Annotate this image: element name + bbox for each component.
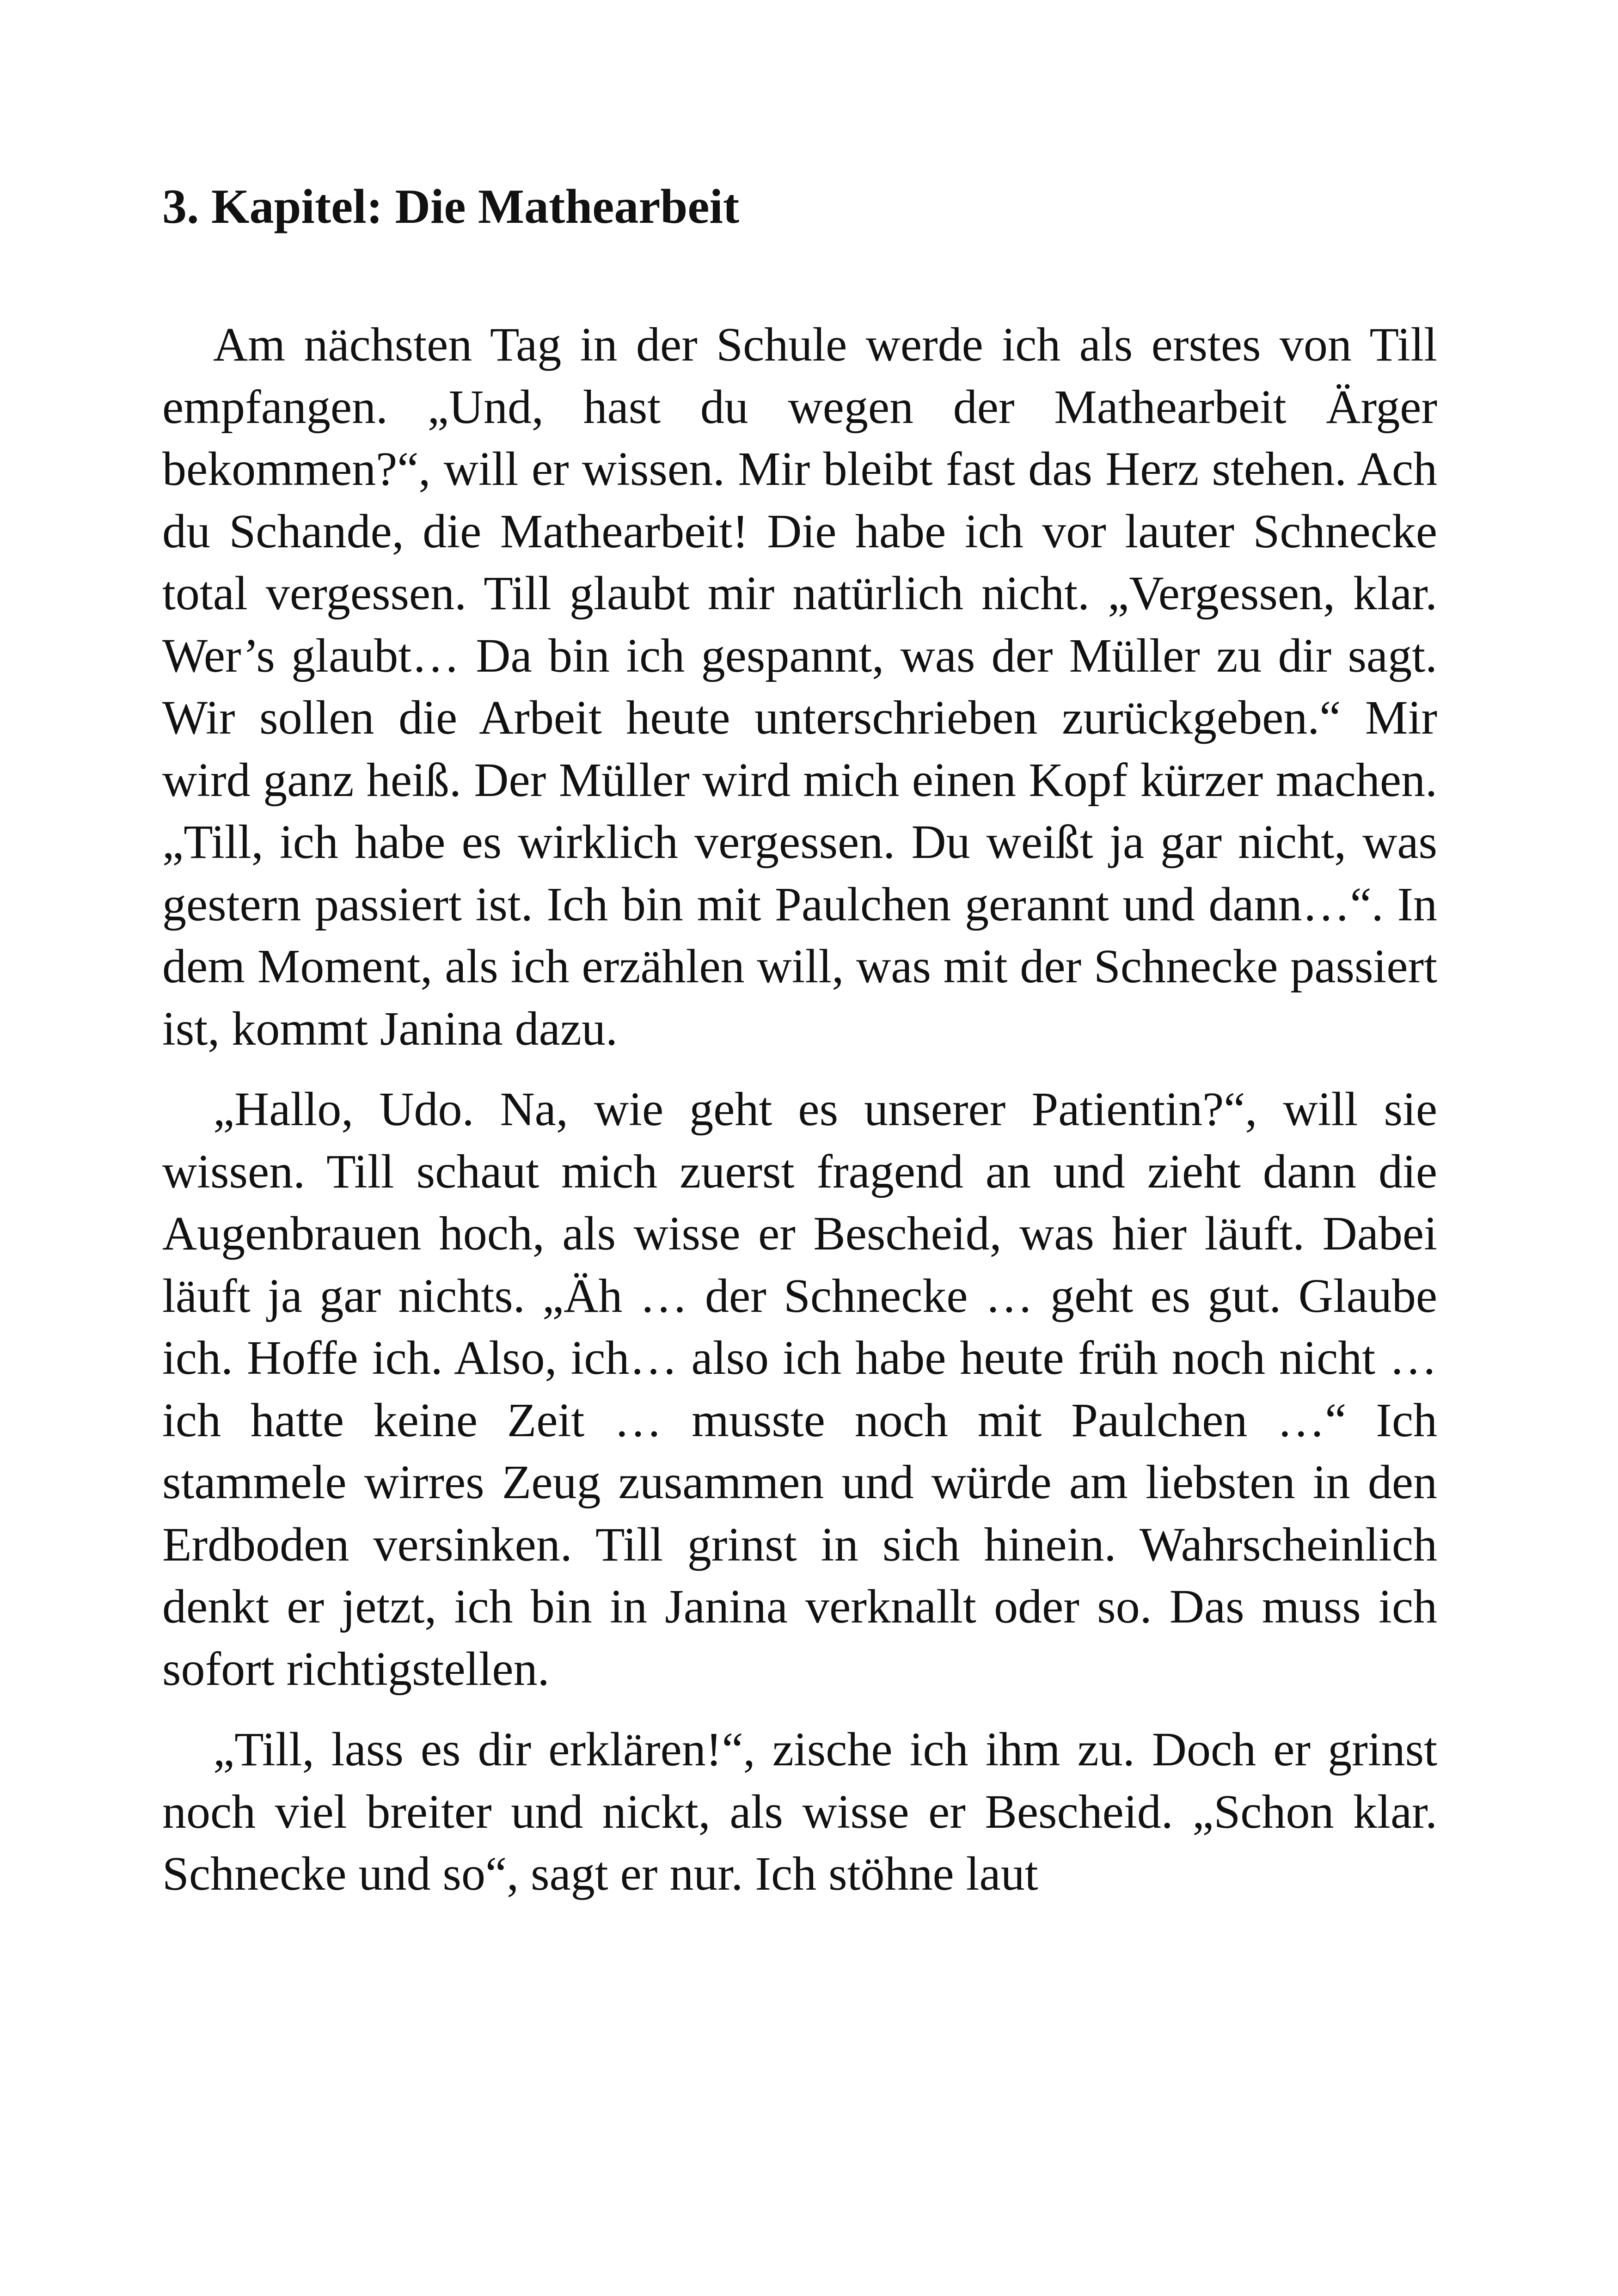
paragraph-3: „Till, lass es dir erklären!“, zische ich ihm zu. Doch er grinst noch viel breiter und nickt, als wisse er Bescheid. „Schon klar. Schnecke und so“, sagt er nur. Ich stöhne laut	[162, 1723, 1437, 1900]
paragraph-1: Am nächsten Tag in der Schule werde ich als erstes von Till empfangen. „Und, hast du wegen der Mathearbeit Ärger bekommen?“, will er wissen. Mir bleibt fast das Herz stehen. Ach du Schande, die Mathearbeit! Die habe ich vor lauter Schnecke total vergessen. Till glaubt mir natürlich nicht. „Vergessen, klar. Wer’s glaubt… Da bin ich gespannt, was der Müller zu dir sagt. Wir sollen die Arbeit heute unterschrieben zurückgeben.“ Mir wird ganz heiß. Der Müller wird mich einen Kopf kürzer machen. „Till, ich habe es wirklich vergessen. Du weißt ja gar nicht, was gestern passiert ist. Ich bin mit Paulchen gerannt und dann…“. In dem Moment, als ich erzählen will, was mit der Schnecke passiert ist, kommt Janina dazu.	[162, 318, 1437, 1055]
paragraph-2: „Hallo, Udo. Na, wie geht es unserer Patientin?“, will sie wissen. Till schaut mich zuerst fragend an und zieht dann die Augenbrauen hoch, als wisse er Bescheid, was hier läuft. Dabei läuft ja gar nichts. „Äh … der Schnecke … geht es gut. Glaube ich. Hoffe ich. Also, ich… also ich habe heute früh noch nicht … ich hatte keine Zeit … musste noch mit Paulchen …“ Ich stammele wirres Zeug zusammen und würde am liebsten in den Erdboden versinken. Till grinst in sich hinein. Wahrscheinlich denkt er jetzt, ich bin in Janina verknallt oder so. Das muss ich sofort richtigstellen.	[162, 1083, 1437, 1696]
chapter-title: 3. Kapitel: Die Mathearbeit	[162, 179, 740, 233]
page-text	[162, 176, 1437, 1924]
